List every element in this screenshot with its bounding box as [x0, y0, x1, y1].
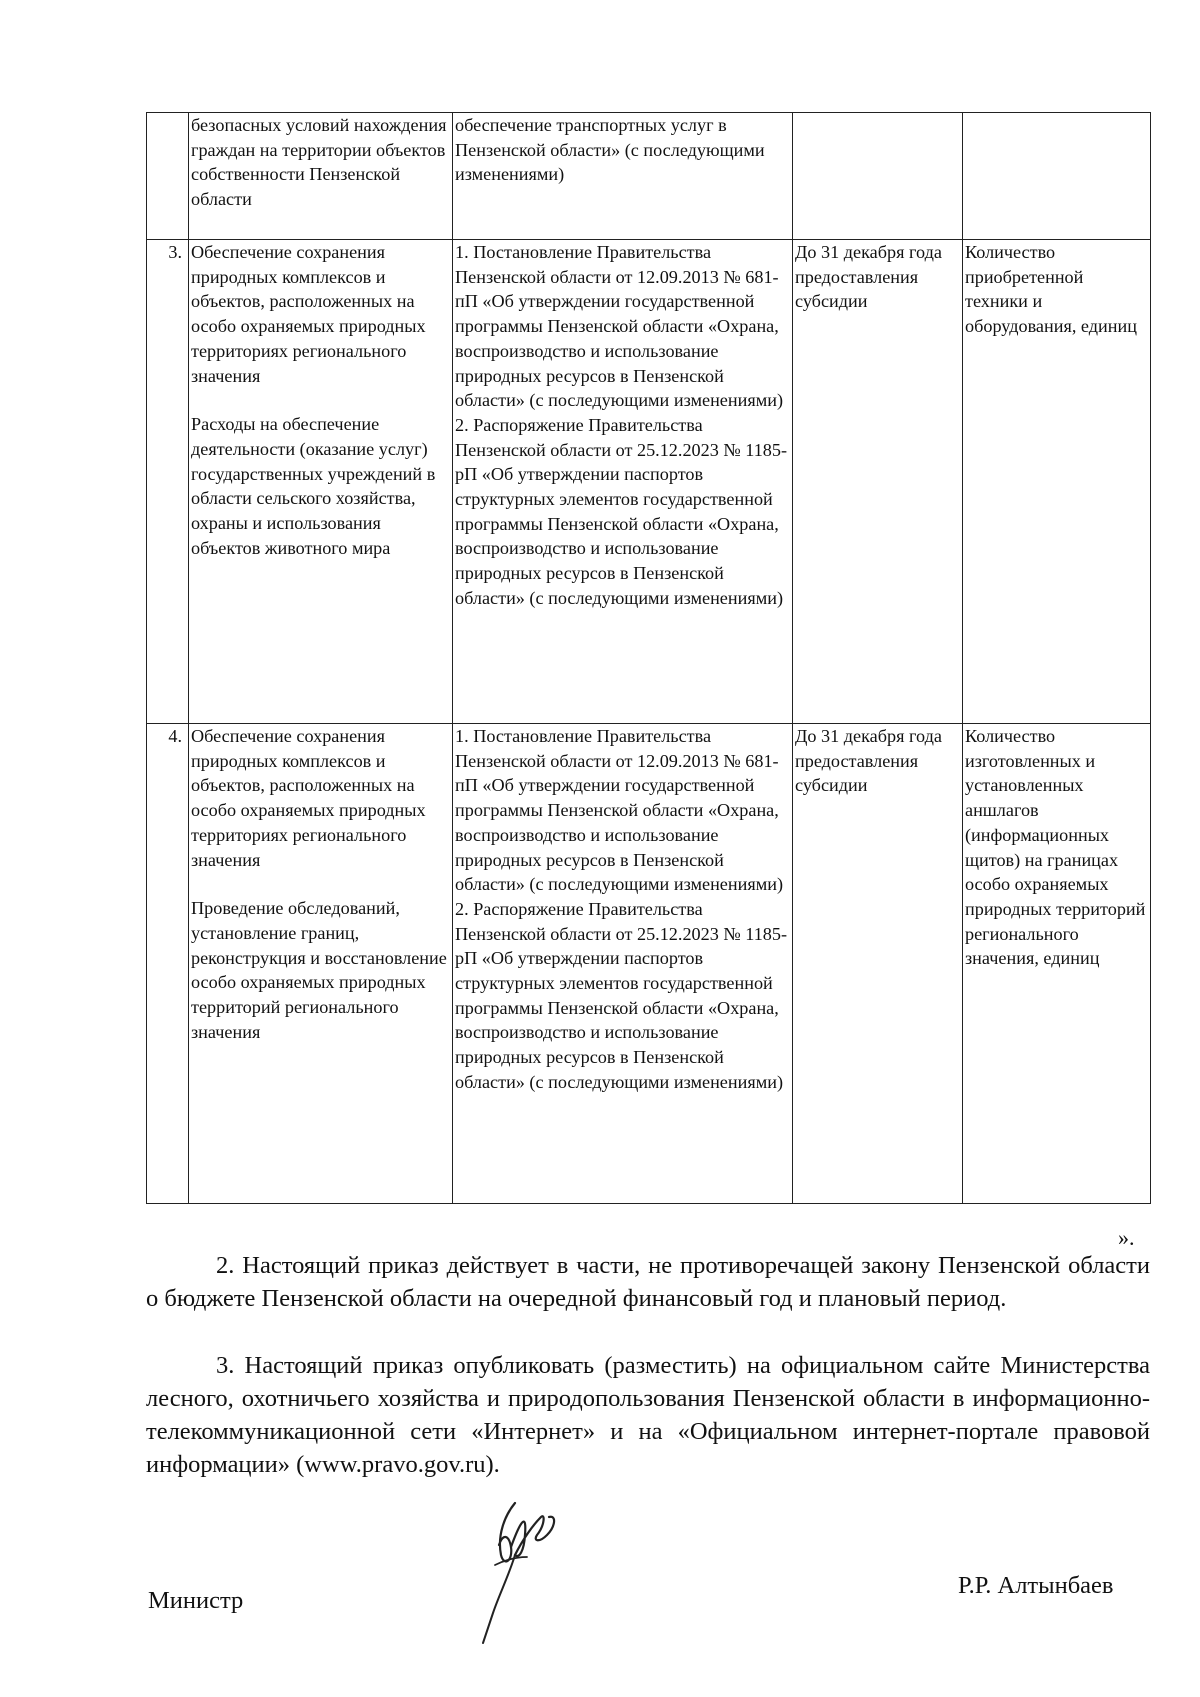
table-row [147, 724, 1151, 1204]
handwritten-signature [475, 1495, 585, 1645]
deadline-cell [793, 113, 963, 240]
basis-item: 1. Постановление Правительства Пензенской области от 12.09.2013 № 681-пП «Об утверждении государственной программы Пензенской области «Охрана, воспроизводство и использование природных ресурсов в Пензенской области» (с последующими изменениями) [455, 242, 784, 411]
paragraph-3: 3. Настоящий приказ опубликовать (разместить) на официальном сайте Министерства лесного, охотничьего хозяйства и природопользования Пензенской области в информационно-телекоммуникационной сети «Интернет» и на «Официальном интернет-портале правовой информации» (www.pravo.gov.ru). [146, 1352, 1150, 1478]
indicator-cell [963, 113, 1151, 240]
basis-item: 1. Постановление Правительства Пензенской области от 12.09.2013 № 681-пП «Об утверждении государственной программы Пензенской области «Охрана, воспроизводство и использование природных ресурсов в Пензенской области» (с последующими изменениями) [455, 726, 784, 895]
table-row [147, 113, 1151, 240]
direction-text: Обеспечение сохранения природных комплексов и объектов, расположенных на особо охраняемых природных территориях регионального значения [191, 726, 426, 870]
deadline-cell: До 31 декабря года предоставления субсидии [793, 724, 963, 1204]
indicator-cell: Количество изготовленных и установленных аншлагов (информационных щитов) на границах особо охраняемых природных территорий регионального значения, единиц [963, 724, 1151, 1204]
direction-text: Обеспечение сохранения природных комплексов и объектов, расположенных на особо охраняемых природных территориях регионального значения [191, 242, 426, 386]
deadline-cell: До 31 декабря года предоставления субсидии [793, 240, 963, 724]
row-number-cell: 3. [147, 240, 189, 724]
basis-cell [453, 240, 793, 724]
direction-cell: безопасных условий нахождения граждан на территории объектов собственности Пензенской области [189, 113, 453, 240]
direction-cell [189, 240, 453, 724]
table-row [147, 240, 1151, 724]
signatory-title: Министр [148, 1587, 244, 1614]
direction-expense-text: Проведение обследований, установление границ, реконструкция и восстановление особо охраняемых природных территорий регионального значения [191, 898, 447, 1042]
basis-item: 2. Распоряжение Правительства Пензенской области от 25.12.2023 № 1185-рП «Об утверждении паспортов структурных элементов государственной программы Пензенской области «Охрана, воспроизводство и использование природных ресурсов в Пензенской области» (с последующими изменениями) [455, 898, 788, 1092]
indicator-cell: Количество приобретенной техники и оборудования, единиц [963, 240, 1151, 724]
basis-cell [453, 724, 793, 1204]
signatory-name: Р.Р. Алтынбаев [958, 1572, 1114, 1599]
measures-table [146, 112, 1151, 1204]
table-close-quote: ». [1118, 1225, 1135, 1250]
direction-expense-text: Расходы на обеспечение деятельности (оказание услуг) государственных учреждений в области сельского хозяйства, охраны и использования объектов животного мира [191, 414, 436, 558]
paragraph-2: 2. Настоящий приказ действует в части, не противоречащей закону Пензенской области о бюджете Пензенской области на очередной финансовый год и плановый период. [146, 1252, 1150, 1312]
basis-cell: обеспечение транспортных услуг в Пензенской области» (с последующими изменениями) [453, 113, 793, 240]
direction-cell [189, 724, 453, 1204]
row-number-cell: 4. [147, 724, 189, 1204]
row-number-cell [147, 113, 189, 240]
basis-item: 2. Распоряжение Правительства Пензенской области от 25.12.2023 № 1185-рП «Об утверждении паспортов структурных элементов государственной программы Пензенской области «Охрана, воспроизводство и использование природных ресурсов в Пензенской области» (с последующими изменениями) [455, 414, 788, 608]
